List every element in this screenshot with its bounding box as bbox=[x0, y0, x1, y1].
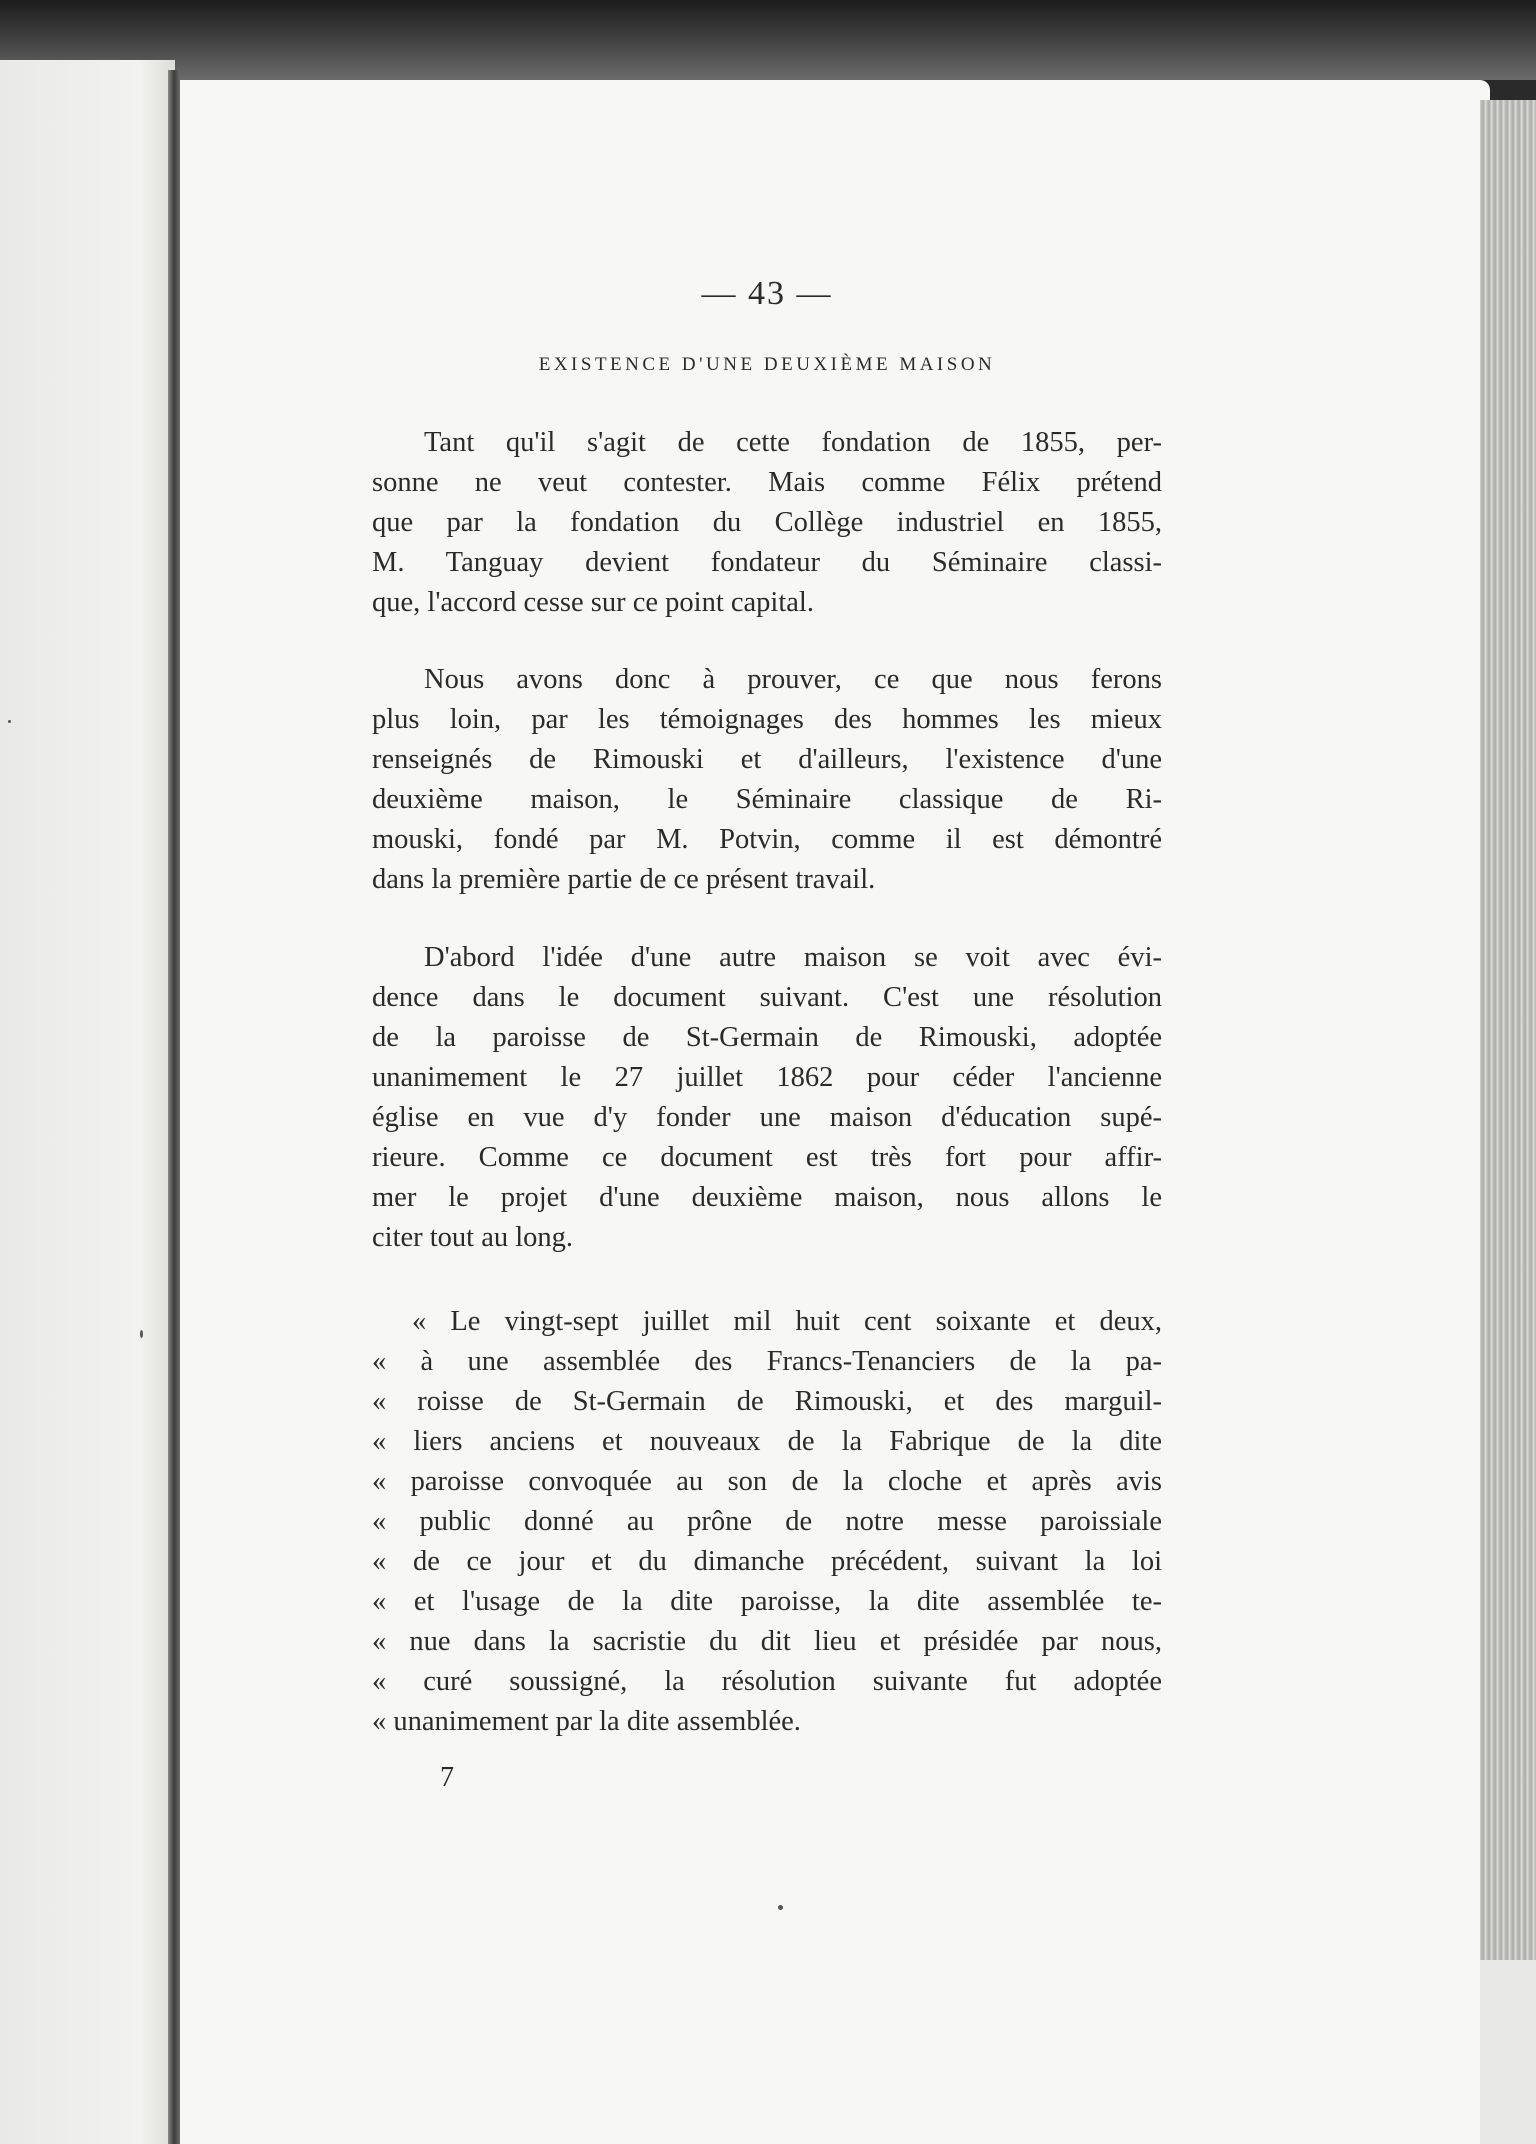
text-line: « paroisse convoquée au son de la cloche et après avis bbox=[372, 1466, 1162, 1497]
text-line: D'abord l'idée d'une autre maison se voit avec évi- bbox=[424, 942, 1162, 973]
section-title: EXISTENCE D'UNE DEUXIÈME MAISON bbox=[538, 354, 996, 375]
text-line: plus loin, par les témoignages des hommes les mieux bbox=[372, 704, 1162, 735]
text-line: rieure. Comme ce document est très fort pour affir- bbox=[372, 1142, 1162, 1173]
text-line: « roisse de St-Germain de Rimouski, et des marguil- bbox=[372, 1386, 1162, 1417]
text-line: deuxième maison, le Séminaire classique de Ri- bbox=[372, 784, 1162, 815]
text-line: « de ce jour et du dimanche précédent, suivant la loi bbox=[372, 1546, 1162, 1577]
text-line: que par la fondation du Collège industriel en 1855, bbox=[372, 507, 1162, 538]
text-line: dans la première partie de ce présent travail. bbox=[372, 864, 876, 895]
text-line: dence dans le document suivant. C'est une résolution bbox=[372, 982, 1162, 1013]
text-line: « à une assemblée des Francs-Tenanciers de la pa- bbox=[372, 1346, 1162, 1377]
text-line: M. Tanguay devient fondateur du Séminaire classi- bbox=[372, 547, 1162, 578]
text-line: « liers anciens et nouveaux de la Fabrique de la dite bbox=[372, 1426, 1162, 1457]
text-line: de la paroisse de St-Germain de Rimouski, adoptée bbox=[372, 1022, 1162, 1053]
text-line: renseignés de Rimouski et d'ailleurs, l'existence d'une bbox=[372, 744, 1162, 775]
text-line: « nue dans la sacristie du dit lieu et présidée par nous, bbox=[372, 1626, 1162, 1657]
ink-speck bbox=[8, 720, 11, 723]
text-line: citer tout au long. bbox=[372, 1222, 574, 1253]
text-line: unanimement le 27 juillet 1862 pour céder l'ancienne bbox=[372, 1062, 1162, 1093]
text-line: église en vue d'y fonder une maison d'éducation supé- bbox=[372, 1102, 1162, 1133]
page-number: — 43 — bbox=[701, 275, 833, 312]
text-line: « et l'usage de la dite paroisse, la dite assemblée te- bbox=[372, 1586, 1162, 1617]
text-line: « unanimement par la dite assemblée. bbox=[372, 1706, 801, 1737]
ink-speck bbox=[778, 1905, 783, 1910]
text-line: mer le projet d'une deuxième maison, nous allons le bbox=[372, 1182, 1162, 1213]
text-line: mouski, fondé par M. Potvin, comme il est démontré bbox=[372, 824, 1162, 855]
signature-mark: 7 bbox=[440, 1762, 454, 1793]
text-line: « curé soussigné, la résolution suivante fut adoptée bbox=[372, 1666, 1162, 1697]
text-line: que, l'accord cesse sur ce point capital. bbox=[372, 587, 814, 618]
text-line: « Le vingt-sept juillet mil huit cent soixante et deux, bbox=[412, 1306, 1162, 1337]
text-line: sonne ne veut contester. Mais comme Félix prétend bbox=[372, 467, 1162, 498]
text-line: Tant qu'il s'agit de cette fondation de 1855, per- bbox=[424, 427, 1162, 458]
ink-speck bbox=[140, 1330, 143, 1338]
text-line: Nous avons donc à prouver, ce que nous ferons bbox=[424, 664, 1162, 695]
text-line: « public donné au prône de notre messe paroissiale bbox=[372, 1506, 1162, 1537]
